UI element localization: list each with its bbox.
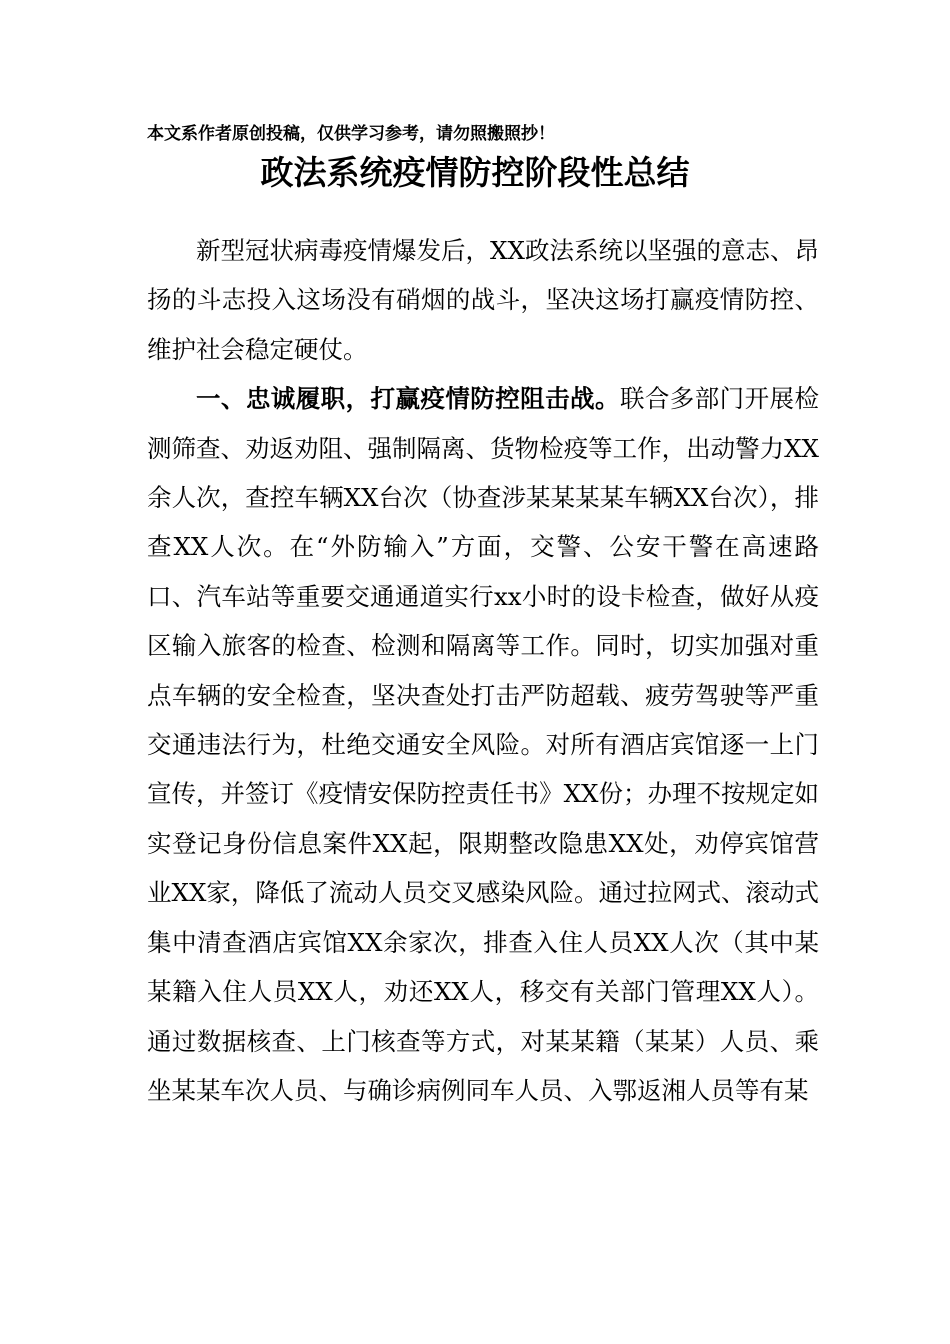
section-one-text: 联合多部门开展检测筛查、劝返劝阻、强制隔离、货物检疫等工作，出动警力XX余人次，查控车辆XX台次（协查涉某某某某车辆XX台次），排查XX人次。在“外防输入”方面，交警、公安干警在高速路口、汽车站等重要交通通道实行xx小时的设卡检查，做好从疫区输入旅客的检查、检测和隔离等工作。同时，切实加强对重点车辆的安全检查，坚决查处打击严防超载、疲劳驾驶等严重交通违法行为，杜绝交通安全风险。对所有酒店宾馆逐一上门宣传，并签订《疫情安保防控责任书》XX份；办理不按规定如实登记身份信息案件XX起，限期整改隐患XX处，劝停宾馆营业XX家，降低了流动人员交叉感染风险。通过拉网式、滚动式集中清查酒店宾馆XX余家次，排查入住人员XX人次（其中某某籍入住人员XX人，劝还XX人，移交有关部门管理XX人）。通过数据核查、上门核查等方式，对某某籍（某某）人员、乘坐某某车次人员、与确诊病例同车人员、入鄂返湘人员等有某 — [147, 384, 819, 1105]
document-body — [147, 226, 819, 1115]
paragraph-intro-text: 新型冠状病毒疫情爆发后，XX政法系统以坚强的意志、昂扬的斗志投入这场没有硝烟的战斗，坚决这场打赢疫情防控、维护社会稳定硬仗。 — [147, 236, 819, 364]
paragraph-section-one — [147, 374, 819, 1115]
section-one-heading: 一、忠诚履职，打赢疫情防控阻击战。 — [196, 384, 620, 414]
copyright-notice: 本文系作者原创投稿，仅供学习参考，请勿照搬照抄！ — [147, 124, 555, 144]
document-title: 政法系统疫情防控阶段性总结 — [260, 153, 690, 192]
paragraph-intro — [147, 226, 819, 374]
